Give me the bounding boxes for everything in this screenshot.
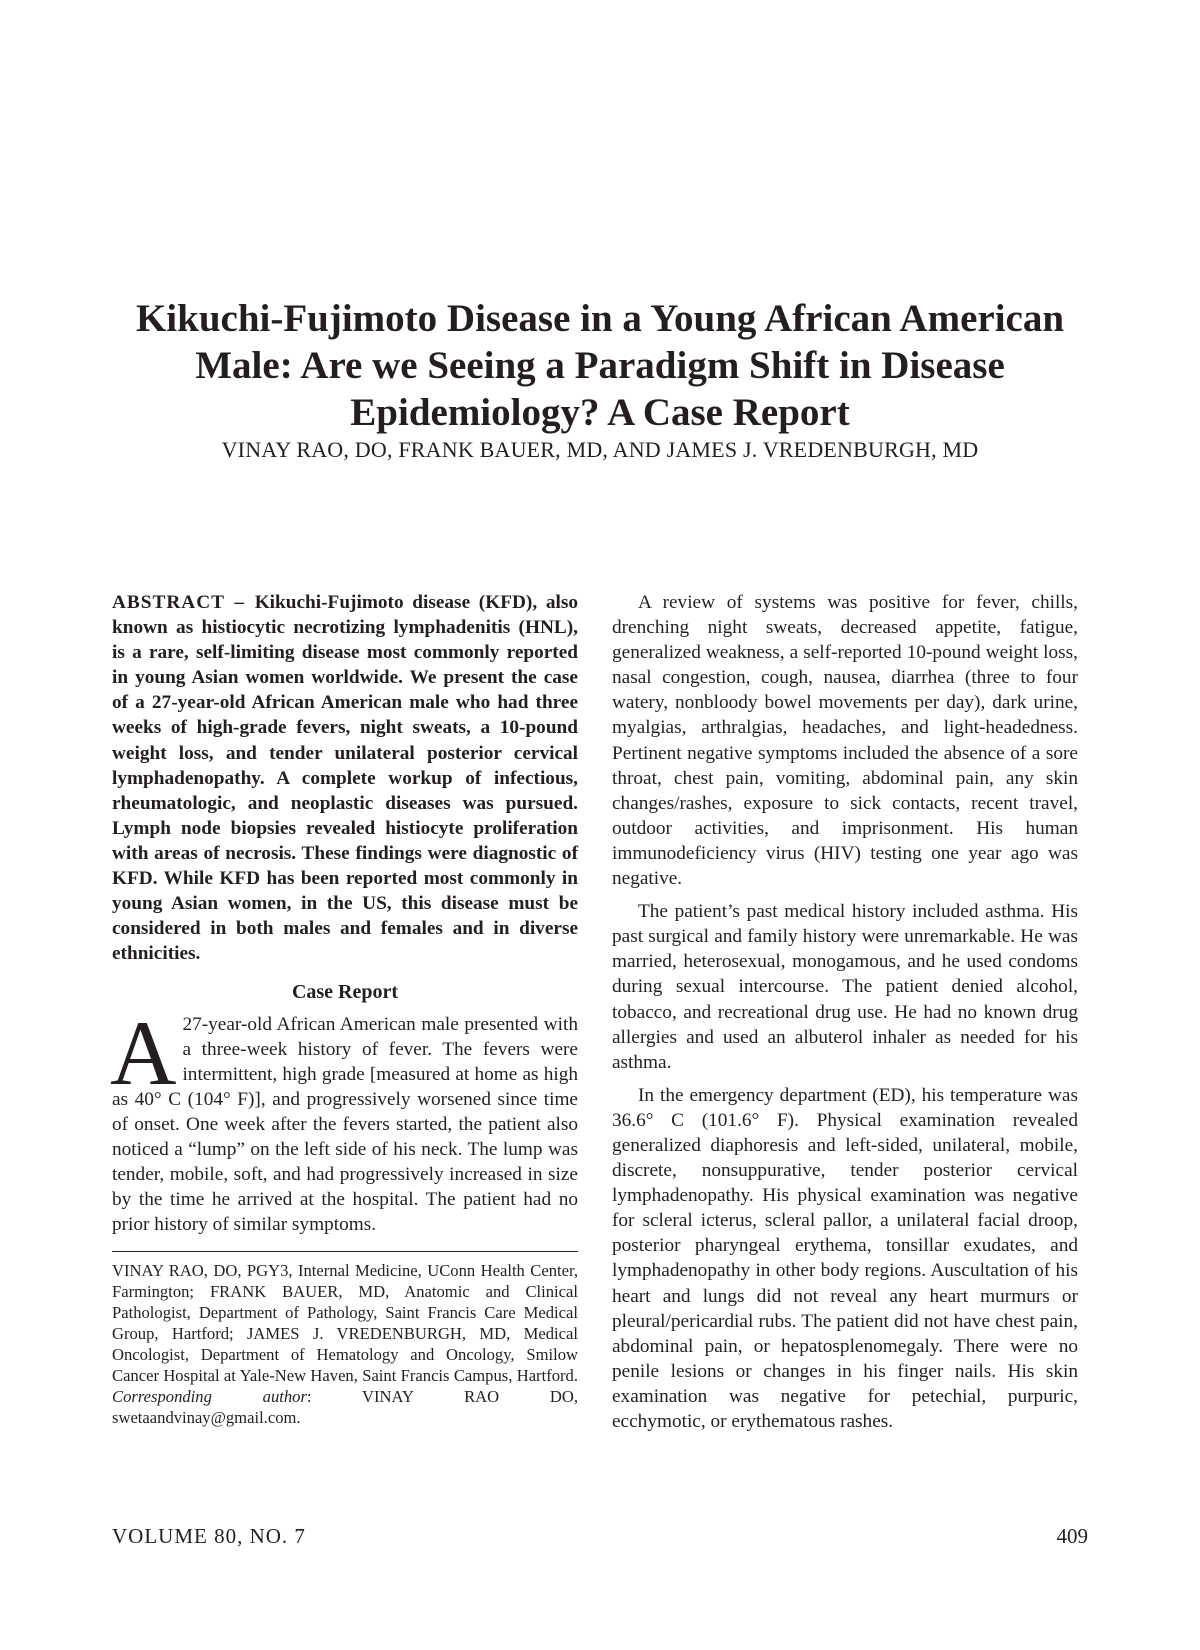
- emergency-department-paragraph: In the emergency department (ED), his temperature was 36.6° C (101.6° F). Physical examination revealed generalized diaphoresis and left-sided, unilateral, mobile, discrete, nonsuppurative, tender posterior cervical lymphadenopathy. His physical examination was negative for scleral icterus, scleral pallor, a unilateral facial droop, posterior pharyngeal erythema, tonsillar exudates, and lymphadenopathy in other body regions. Auscultation of his heart and lungs did not reveal any heart murmurs or pleural/pericardial rubs. The patient did not have chest pain, abdominal pain, or hepatosplenomegaly. There were no penile lesions or changes in his finger nails. His skin examination was negative for petechial, purpuric, ecchymotic, or erythematous rashes.: [612, 1084, 1078, 1432]
- author-affiliations: [112, 1260, 578, 1428]
- page-number: 409: [1056, 1524, 1088, 1548]
- right-column: [612, 590, 1078, 1434]
- abstract-label: ABSTRACT –: [112, 592, 255, 613]
- corresponding-author-label: Corresponding author: [112, 1387, 307, 1407]
- drop-cap: A: [110, 1001, 177, 1104]
- article-title: Kikuchi-Fujimoto Disease in a Young African American Male: Are we Seeing a Paradigm Shift in Disease Epidemiology? A Case Report: [135, 297, 1065, 434]
- corresponding-author-contact: : VINAY RAO DO, swetaandvinay@gmail.com.: [112, 1387, 578, 1428]
- review-of-systems-paragraph: A review of systems was positive for fever, chills, drenching night sweats, decreased appetite, fatigue, generalized weakness, a self-reported 10-pound weight loss, nasal congestion, cough, nausea, diarrhea (three to four watery, nonbloody bowel movements per day), dark urine, myalgias, arthralgias, headaches, and light-headedness. Pertinent negative symptoms included the absence of a sore throat, chest pain, vomiting, abdominal pain, any skin changes/rashes, exposure to sick contacts, recent travel, outdoor activities, and imprisonment. His human immunodeficiency virus (HIV) testing one year ago was negative.: [612, 592, 1078, 890]
- author-list: VINAY RAO, DO, FRANK BAUER, MD, AND JAMES J. VREDENBURGH, MD: [221, 437, 979, 462]
- footnote-divider: [112, 1251, 578, 1252]
- abstract: [112, 590, 578, 966]
- case-report-paragraph: [110, 1001, 578, 1238]
- abstract-text: Kikuchi-Fujimoto disease (KFD), also known as histiocytic necrotizing lymphadenitis (HNL), is a rare, self-limiting disease most commonly reported in young Asian women worldwide. We present the case of a 27-year-old African American male who had three weeks of high-grade fevers, night sweats, a 10-pound weight loss, and tender unilateral posterior cervical lymphadenopathy. A complete workup of infectious, rheumatologic, and neoplastic diseases was pursued. Lymph node biopsies revealed histiocyte proliferation with areas of necrosis. These findings were diagnostic of KFD. While KFD has been reported most commonly in young Asian women, in the US, this disease must be considered in both males and females and in diverse ethnicities.: [112, 592, 579, 965]
- medical-history-paragraph: The patient’s past medical history included asthma. His past surgical and family history were unremarkable. He was married, heterosexual, monogamous, and he used condoms during sexual intercourse. The patient denied alcohol, tobacco, and recreational drug use. He had no known drug allergies and used an albuterol inhaler as needed for his asthma.: [612, 901, 1078, 1073]
- case-report-heading: Case Report: [291, 981, 399, 1004]
- journal-volume: VOLUME 80, NO. 7: [112, 1524, 306, 1548]
- left-column: [112, 590, 578, 1428]
- case-report-text: 27-year-old African American male presented with a three-week history of fever. The fevers were intermittent, high grade [measured at home as high as 40° C (104° F)], and progressively worsened since time of onset. One week after the fevers started, the patient also noticed a “lump” on the left side of his neck. The lump was tender, mobile, soft, and had progressively increased in size by the time he arrived at the hospital. The patient had no prior history of similar symptoms.: [112, 1013, 578, 1236]
- affiliation-text: VINAY RAO, DO, PGY3, Internal Medicine, UConn Health Center, Farmington; FRANK BAUER, MD, Anatomic and Clinical Pathologist, Department of Pathology, Saint Francis Care Medical Group, Hartford; JAMES J. VREDENBURGH, MD, Medical Oncologist, Department of Hematology and Oncology, Smilow Cancer Hospital at Yale-New Haven, Saint Francis Campus, Hartford.: [112, 1261, 578, 1386]
